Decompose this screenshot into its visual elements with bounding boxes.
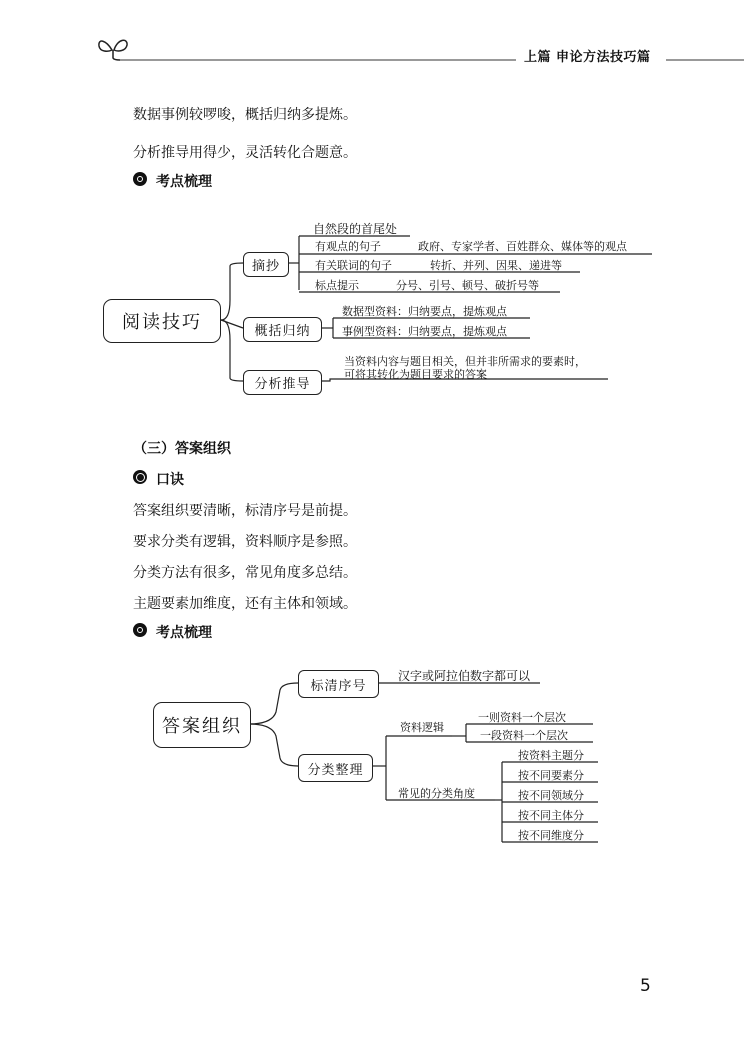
excerpt-item-2: 有观点的句子 — [315, 240, 381, 253]
branch-classify: 分类整理 — [298, 754, 373, 782]
heading-points-1: 考点梳理 — [156, 174, 212, 190]
mnemonic-line-1: 答案组织要清晰，标清序号是前提。 — [133, 503, 357, 519]
angle-item-4: 按不同主体分 — [518, 809, 584, 822]
mnemonic-line-4: 主题要素加维度，还有主体和领域。 — [133, 596, 357, 612]
logic-item-1: 一则资料一个层次 — [478, 711, 566, 724]
excerpt-item-3: 有关联词的句子 — [315, 259, 392, 272]
angle-item-5: 按不同维度分 — [518, 829, 584, 842]
branch-excerpt: 摘抄 — [243, 252, 289, 277]
excerpt-item-3-detail: 转折、并列、因果、递进等 — [430, 259, 562, 272]
sprout-icon — [99, 40, 127, 60]
target-bullet-icon-2 — [133, 623, 147, 637]
summarize-item-2: 事例型资料：归纳要点，提炼观点 — [342, 325, 507, 338]
header-title: 上篇 申论方法技巧篇 — [524, 50, 651, 65]
page-number: 5 — [640, 976, 651, 996]
reading-map-root: 阅读技巧 — [103, 299, 221, 343]
mnemonic-line-3: 分类方法有很多，常见角度多总结。 — [133, 565, 357, 581]
mnemonic-bullet-icon — [133, 470, 147, 484]
analyze-item-line-1: 当资料内容与题目相关，但并非所需求的要素时， — [344, 355, 586, 368]
logic-item-2: 一段资料一个层次 — [480, 729, 568, 742]
angle-item-1: 按资料主题分 — [518, 749, 584, 762]
heading-mnemonic: 口诀 — [156, 472, 184, 488]
answer-map-root: 答案组织 — [153, 702, 251, 748]
branch-summarize: 概括归纳 — [243, 317, 322, 342]
heading-points-2: 考点梳理 — [156, 625, 212, 641]
excerpt-item-4: 标点提示 — [315, 279, 359, 292]
branch-number: 标清序号 — [298, 670, 379, 698]
analyze-item-line-2: 可将其转化为题目要求的答案 — [344, 368, 487, 381]
summarize-item-1: 数据型资料：归纳要点，提炼观点 — [342, 305, 507, 318]
angles-label: 常见的分类角度 — [398, 787, 475, 800]
number-detail: 汉字或阿拉伯数字都可以 — [398, 669, 531, 683]
section-title: （三）答案组织 — [133, 441, 231, 457]
intro-line-1: 数据事例较啰唆，概括归纳多提炼。 — [133, 107, 357, 123]
mnemonic-line-2: 要求分类有逻辑，资料顺序是参照。 — [133, 534, 357, 550]
excerpt-item-2-detail: 政府、专家学者、百姓群众、媒体等的观点 — [418, 240, 627, 253]
angle-item-2: 按不同要素分 — [518, 769, 584, 782]
excerpt-item-4-detail: 分号、引号、顿号、破折号等 — [396, 279, 539, 292]
target-bullet-icon — [133, 172, 147, 186]
logic-label: 资料逻辑 — [400, 721, 444, 734]
excerpt-item-1: 自然段的首尾处 — [313, 222, 398, 236]
branch-analyze: 分析推导 — [243, 370, 322, 395]
intro-line-2: 分析推导用得少，灵活转化合题意。 — [133, 145, 357, 161]
angle-item-3: 按不同领域分 — [518, 789, 584, 802]
